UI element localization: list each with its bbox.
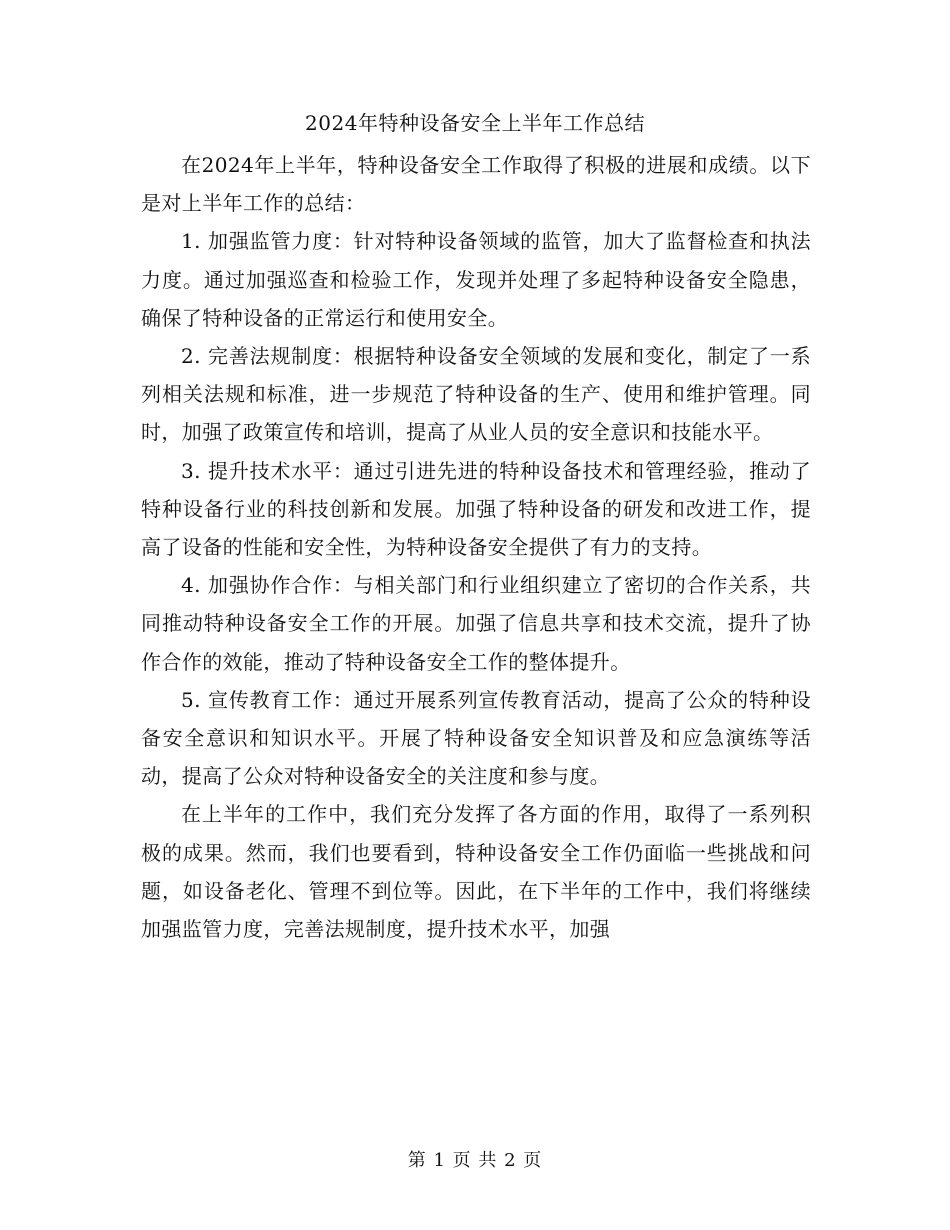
item-paragraph-4: 4. 加强协作合作：与相关部门和行业组织建立了密切的合作关系，共同推动特种设备安全工作的开展。加强了信息共享和技术交流，提升了协作合作的效能，推动了特种设备安全工作的整体提升。	[141, 573, 811, 674]
item-paragraph-5: 5. 宣传教育工作：通过开展系列宣传教育活动，提高了公众的特种设备安全意识和知识水平。开展了特种设备安全知识普及和应急演练等活动，提高了公众对特种设备安全的关注度和参与度。	[141, 687, 811, 789]
page-footer: 第 1 页 共 2 页	[407, 1150, 543, 1171]
item-paragraph-1: 1. 加强监管力度：针对特种设备领域的监管，加大了监督检查和执法力度。通过加强巡查和检验工作，发现并处理了多起特种设备安全隐患，确保了特种设备的正常运行和使用安全。	[141, 229, 811, 330]
intro-paragraph: 在2024年上半年，特种设备安全工作取得了积极的进展和成绩。以下是对上半年工作的总结：	[141, 153, 811, 216]
document-title: 2024年特种设备安全上半年工作总结	[305, 111, 645, 135]
item-paragraph-2: 2. 完善法规制度：根据特种设备安全领域的发展和变化，制定了一系列相关法规和标准，进一步规范了特种设备的生产、使用和维护管理。同时，加强了政策宣传和培训，提高了从业人员的安全意识和技能水平。	[141, 344, 811, 445]
item-paragraph-3: 3. 提升技术水平：通过引进先进的特种设备技术和管理经验，推动了特种设备行业的科技创新和发展。加强了特种设备的研发和改进工作，提高了设备的性能和安全性，为特种设备安全提供了有力的支持。	[141, 458, 811, 560]
document-body	[141, 146, 811, 948]
closing-paragraph: 在上半年的工作中，我们充分发挥了各方面的作用，取得了一系列积极的成果。然而，我们也要看到，特种设备安全工作仍面临一些挑战和问题，如设备老化、管理不到位等。因此，在下半年的工作中，我们将继续加强监管力度，完善法规制度，提升技术水平，加强	[141, 802, 811, 942]
